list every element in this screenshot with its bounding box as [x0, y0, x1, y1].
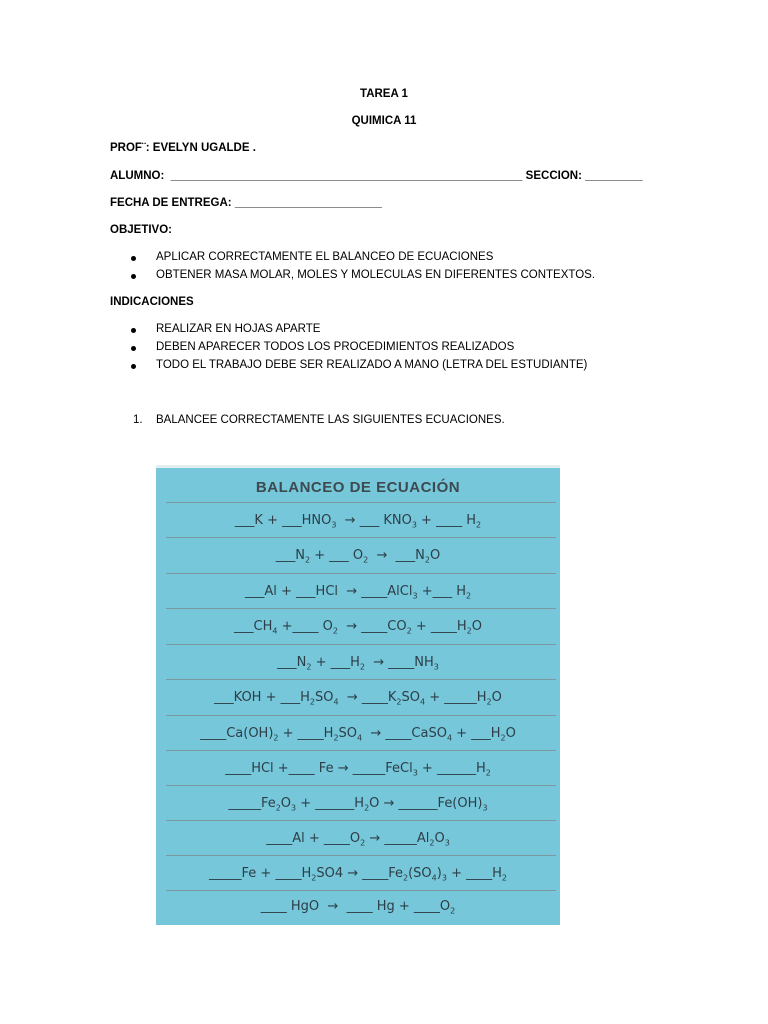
bullet-icon — [131, 346, 136, 351]
equation-3: ___Al + ___HCl → ____AlCl$_3$ +___ $H_2$ — [244, 584, 472, 601]
ruled-line — [166, 820, 556, 821]
ruled-line — [166, 502, 556, 503]
ruled-line — [166, 715, 556, 716]
section-blank: _________ — [585, 170, 643, 182]
objective-item: APLICAR CORRECTAMENTE EL BALANCEO DE ECUACIONES — [156, 251, 494, 263]
section-label: SECCION: — [525, 170, 582, 182]
instruction-item: DEBEN APARECER TODOS LOS PROCEDIMIENTOS REALIZADOS — [156, 341, 515, 353]
subject-title: QUIMICA 11 — [351, 115, 417, 127]
ruled-line — [166, 644, 556, 645]
student-field — [110, 170, 643, 182]
equation-10: ____Al + $\_\_\_\_O_2$ → $\_\_\_\_\_Al_2O_3$ — [266, 831, 450, 848]
instructions-heading: INDICACIONES — [110, 296, 194, 308]
ruled-line — [166, 855, 556, 856]
equation-4: $\_\_\_CH_4$ +____ $O_2$ → $\_\_\_\_CO_2$ + $\_\_\_\_H_2O$ — [234, 619, 482, 636]
bullet-icon — [131, 364, 136, 369]
worksheet-title: BALANCEO DE ECUACIÓN — [255, 479, 461, 496]
equation-11: _____Fe + $\_\_\_\_H_2SO4$ → $\_\_\_\_Fe_2(SO_4)_3$ + $\_\_\_\_H_2$ — [209, 866, 507, 883]
document-title: TAREA 1 — [360, 88, 408, 100]
worksheet-photo — [156, 465, 560, 925]
objective-item: OBTENER MASA MOLAR, MOLES Y MOLECULAS EN DIFERENTES CONTEXTOS. — [156, 269, 596, 281]
equation-2: $\_\_\_N_2$ + ___ $O_2$ → $\_\_\_N_2O$ — [275, 548, 441, 565]
equation-1: ___K + $\_\_\_HNO_3$ → ___ $KNO_3$ + ____ $H_2$ — [234, 513, 482, 530]
equation-5: $\_\_\_N_2$ + $\_\_\_H_2$ → $\_\_\_\_NH_3$ — [277, 655, 439, 672]
equation-7: $\_\_\_\_Ca(OH)_2$ + $\_\_\_\_H_2SO_4$ → ____CaSO$_4$ + $\_\_\_H_2O$ — [200, 726, 516, 743]
question-text: BALANCEE CORRECTAMENTE LAS SIGUIENTES ECUACIONES. — [156, 414, 505, 426]
instruction-item: REALIZAR EN HOJAS APARTE — [156, 323, 321, 335]
teacher-line: PROF¨: EVELYN UGALDE . — [110, 142, 256, 154]
equation-6: ___KOH + $\_\_\_H_2SO_4$ → $\_\_\_\_K_2SO_4$ + $\_\_\_\_\_H_2O$ — [214, 690, 502, 707]
due-date-label: FECHA DE ENTREGA: — [110, 197, 232, 209]
ruled-line — [166, 573, 556, 574]
ruled-line — [166, 890, 556, 891]
instruction-item: TODO EL TRABAJO DEBE SER REALIZADO A MANO (LETRA DEL ESTUDIANTE) — [156, 359, 588, 371]
bullet-icon — [131, 274, 136, 279]
student-label: ALUMNO: — [110, 170, 165, 182]
equation-8: ____HCl +____ Fe → _____FeCl$_3$ + $\_\_\_\_\_\_H_2$ — [225, 761, 491, 778]
ruled-line — [166, 679, 556, 680]
bullet-icon — [131, 328, 136, 333]
due-date-blank: _______________________ — [234, 197, 382, 209]
due-date-field — [110, 197, 382, 209]
equation-9: $\_\_\_\_\_Fe_2O_3$ + $\_\_\_\_\_\_H_2O$ → $\_\_\_\_\_\_Fe(OH)_3$ — [228, 796, 488, 813]
equation-12: ____ HgO → ____ $Hg + \_\_\_\_O_2$ — [260, 899, 456, 916]
ruled-line — [166, 537, 556, 538]
ruled-line — [166, 750, 556, 751]
bullet-icon — [131, 256, 136, 261]
ruled-line — [166, 785, 556, 786]
student-blank: _______________________________________________________ — [170, 170, 523, 182]
objectives-heading: OBJETIVO: — [110, 224, 172, 236]
question-number: 1. — [133, 414, 143, 426]
ruled-line — [166, 608, 556, 609]
paper-edge — [156, 465, 560, 468]
